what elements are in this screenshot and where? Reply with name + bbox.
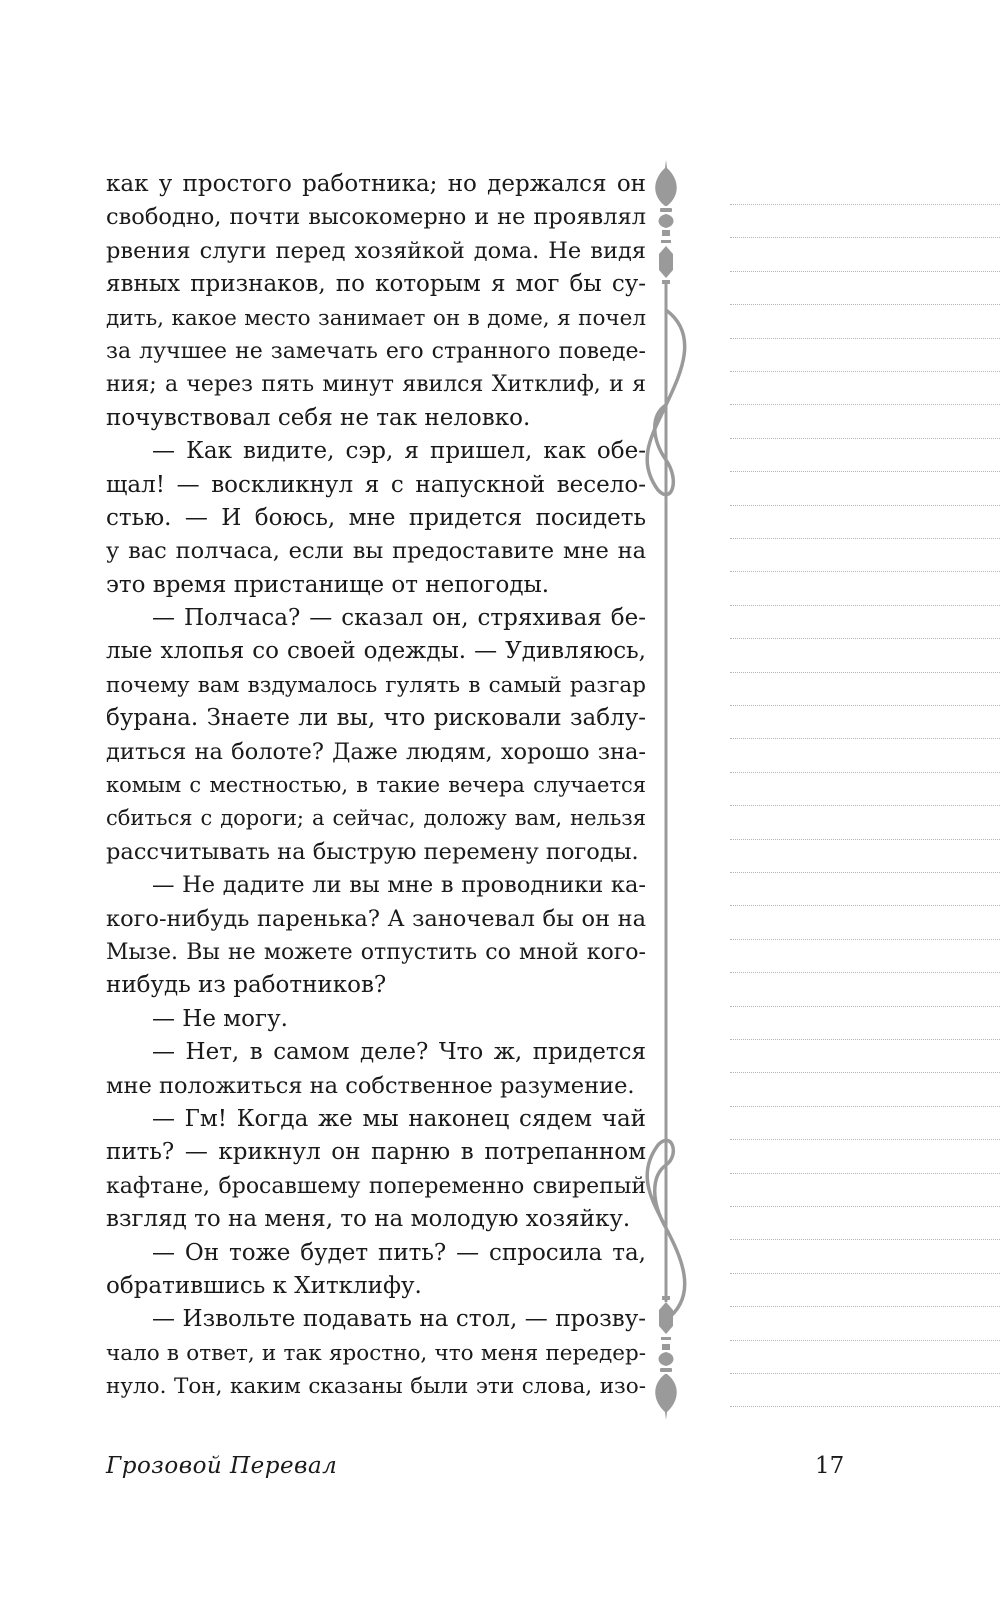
text-line: сбиться с дороги; а сейчас, доложу вам, нельзя [106, 806, 646, 831]
note-rule-line [730, 905, 1000, 906]
note-rule-line [730, 538, 1000, 539]
note-rule-line [730, 1206, 1000, 1207]
note-rule-line [730, 738, 1000, 739]
text-line: за лучшее не замечать его странного поведе- [106, 338, 646, 364]
note-rule-line [730, 839, 1000, 840]
text-line: почувствовал себя не так неловко. [106, 404, 531, 431]
text-line: кафтане, бросавшему попеременно свирепый [106, 1173, 646, 1199]
note-rule-line [730, 338, 1000, 339]
note-rule-line [730, 672, 1000, 673]
text-line: дить, какое место занимает он в доме, я почел [106, 305, 646, 331]
note-rule-line [730, 271, 1000, 272]
text-line: лые хлопья со своей одежды. — Удивляюсь, [106, 638, 646, 665]
note-rule-line [730, 404, 1000, 405]
text-line: как у простого работника; но держался он [106, 171, 646, 197]
text-line: свободно, почти высокомерно и не проявлял [106, 204, 646, 231]
decorative-divider-ornament [640, 160, 720, 1420]
note-rule-line [730, 872, 1000, 873]
text-line: диться на болоте? Даже людям, хорошо зна- [106, 738, 646, 765]
text-line: нуло. Тон, каким сказаны были эти слова, изо- [106, 1374, 646, 1400]
note-rule-line [730, 1039, 1000, 1040]
note-rule-line [730, 638, 1000, 639]
text-line: — Не дадите ли вы мне в проводники ка- [152, 872, 646, 899]
note-rule-line [730, 939, 1000, 940]
text-line: это время пристанище от непогоды. [106, 571, 550, 598]
note-rule-line [730, 772, 1000, 773]
note-rule-line [730, 505, 1000, 506]
note-rule-line [730, 972, 1000, 973]
note-rule-line [730, 1340, 1000, 1341]
note-rule-line [730, 1306, 1000, 1307]
text-line: — Как видите, сэр, я пришел, как обе- [152, 438, 646, 465]
note-rule-line [730, 1239, 1000, 1240]
text-line: обратившись к Хитклифу. [106, 1272, 422, 1299]
text-line: пить? — крикнул он парню в потрепанном [106, 1139, 646, 1166]
note-rule-line [730, 1006, 1000, 1007]
text-line: рвения слуги перед хозяйкой дома. Не видя [106, 237, 646, 264]
note-rule-line [730, 1373, 1000, 1374]
text-line: — Полчаса? — сказал он, стряхивая бе- [152, 605, 646, 632]
note-rule-line [730, 1406, 1000, 1407]
text-line: мне положиться на собственное разумение. [106, 1072, 635, 1099]
note-rule-line [730, 705, 1000, 706]
note-rule-line [730, 1106, 1000, 1107]
text-line: явных признаков, по которым я мог бы су- [106, 271, 646, 298]
note-rule-line [730, 571, 1000, 572]
text-line: стью. — И боюсь, мне придется посидеть [106, 504, 646, 531]
note-rule-line [730, 371, 1000, 372]
text-line: — Не могу. [152, 1005, 288, 1032]
note-rule-line [730, 304, 1000, 305]
page-number: 17 [815, 1453, 845, 1479]
text-line: ния; а через пять минут явился Хитклиф, и я [106, 372, 646, 398]
note-rule-line [730, 204, 1000, 205]
top-finial-icon [655, 160, 677, 284]
note-rule-line [730, 471, 1000, 472]
text-line: взгляд то на меня, то на молодую хозяйку. [106, 1206, 631, 1233]
text-line: кого-нибудь паренька? А заночевал бы он на [106, 905, 646, 932]
note-rule-line [730, 237, 1000, 238]
text-line: — Он тоже будет пить? — спросила та, [152, 1239, 646, 1266]
note-rule-line [730, 1072, 1000, 1073]
book-title: Грозовой Перевал [106, 1453, 338, 1479]
text-line: щал! — воскликнул я с напускной весело- [106, 471, 646, 498]
text-line: рассчитывать на быструю перемену погоды. [106, 838, 639, 865]
text-line: Мызе. Вы не можете отпустить со мной кого- [106, 939, 646, 965]
text-line: — Гм! Когда же мы наконец сядем чай [152, 1105, 646, 1132]
text-line: — Извольте подавать на стол, — прозву- [152, 1306, 646, 1333]
text-line: нибудь из работников? [106, 972, 387, 999]
note-rule-line [730, 438, 1000, 439]
text-line: бурана. Знаете ли вы, что рисковали заблу- [106, 705, 646, 732]
note-rule-line [730, 1273, 1000, 1274]
note-rule-line [730, 805, 1000, 806]
note-rule-line [730, 605, 1000, 606]
text-line: комым с местностью, в такие вечера случается [106, 773, 646, 798]
text-line: почему вам вздумалось гулять в самый разгар [106, 672, 646, 698]
note-rule-line [730, 1173, 1000, 1174]
note-rule-line [730, 1139, 1000, 1140]
text-line: у вас полчаса, если вы предоставите мне на [106, 538, 646, 565]
body-text [106, 168, 646, 1403]
text-line: — Нет, в самом деле? Что ж, придется [152, 1039, 646, 1066]
text-line: чало в ответ, и так яростно, что меня передер- [106, 1340, 646, 1366]
